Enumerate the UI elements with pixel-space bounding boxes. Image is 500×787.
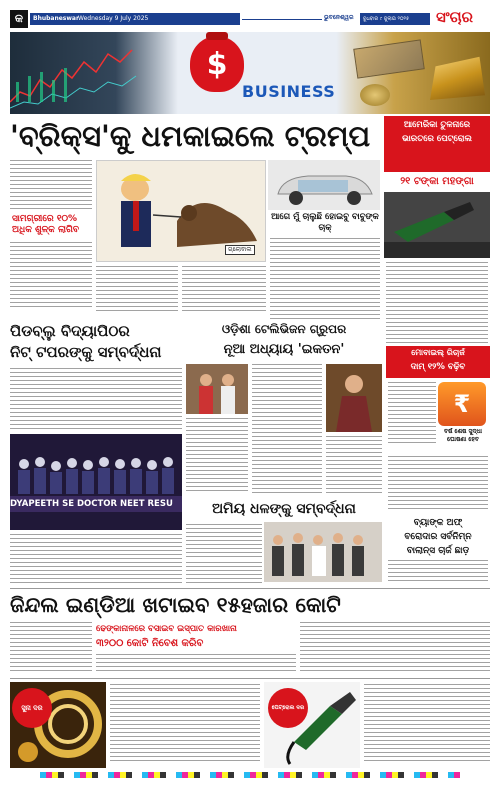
petrol-headline-line3: ୨୧ ଟଙ୍କା ମହଙ୍ଗା xyxy=(400,176,474,187)
bank-story-body xyxy=(388,560,488,584)
header-right-date: ବୁଧବାର ୯ ଜୁଲାଇ ୨୦୨୫ xyxy=(363,16,410,22)
dollar-icon: $ xyxy=(206,47,228,82)
group-drawing xyxy=(264,522,382,582)
jindal-story-col2 xyxy=(96,654,296,674)
main-story-subhead: ସାମଗ୍ରୀରେ ୧୦% ଅଧିକ ଶୁଳ୍କ ଲାଗିବ xyxy=(12,214,79,235)
school-headline-line2: ନିଟ୍ ଟପରଙ୍କୁ ସମ୍ବର୍ଦ୍ଧନା xyxy=(10,343,162,361)
bank-headline-line2: ବରୋଦାର ସର୍ବନିମ୍ନ xyxy=(404,532,472,542)
jindal-story-col1 xyxy=(10,622,92,672)
amiya-story-body-2 xyxy=(186,562,262,584)
recharge-headline-line2: ଦାମ୍ ୧୨% ବଢ଼ିବ xyxy=(410,362,466,372)
newspaper-logo: ସଂଚାର xyxy=(436,8,473,26)
jindal-story-col3 xyxy=(300,622,490,674)
gold-bars-image xyxy=(430,52,485,100)
recharge-headline-box xyxy=(386,346,490,378)
jindal-subhead2: ୩୨୦୦ କୋଟି ନିବେଶ କରିବ xyxy=(96,638,204,649)
petrol-headline-box xyxy=(384,116,490,172)
tv-story-body-2 xyxy=(186,418,248,494)
petrol-price-text xyxy=(364,684,490,764)
bank-headline-line3: ବାଲାନ୍ସ ଚାର୍ଜ ଛାଡ଼ xyxy=(406,546,470,556)
page-label: ଭୁବନେଶ୍ୱର xyxy=(324,14,354,21)
stock-chart-graphic xyxy=(10,32,140,114)
gold-price-label: ସୁନା ଦର xyxy=(12,688,52,728)
bag-tie xyxy=(206,32,228,40)
cartoon-caption: ଗ୍ଲୋବାଲ xyxy=(225,245,255,255)
tv-event-photo-left xyxy=(186,364,248,414)
school-story-footer xyxy=(10,534,182,584)
school-banner-text: DYAPEETH SE DOCTOR NEET RESU xyxy=(10,499,173,509)
car-drawing xyxy=(268,160,380,210)
edition-date: Wednesday 9 July 2025 xyxy=(78,15,149,22)
registration-marks xyxy=(40,772,460,778)
tv-event-photo-right xyxy=(326,364,382,432)
side-story-body xyxy=(270,238,380,320)
trump-cartoon xyxy=(96,160,266,262)
header-center-line xyxy=(242,19,322,20)
coins-image xyxy=(360,84,390,106)
section-divider xyxy=(10,588,490,589)
side-story-headline: ଆଗେ ମୁଁ ଚାଲୁଛି ହୋଇବୁ ବାବୁଙ୍କ ଚାକ୍ xyxy=(271,212,379,233)
jindal-headline: ଜିନ୍ଦଲ ଇଣ୍ଡିଆ ଖଟାଇବ ୧୫ହଜାର କୋଟି xyxy=(10,593,341,617)
main-story-col2-body xyxy=(96,266,178,314)
tv-headline-line1: ଓଡ଼ିଶା ଟେଲିଭିଜନ ଗ୍ରୁପର xyxy=(221,322,347,336)
main-headline: 'ବ୍ରିକ୍ସ'କୁ ଧମକାଇଲେ ଟ୍ରମ୍ପ xyxy=(10,119,371,153)
tv-headline-line2: ନୂଆ ଅଧ୍ୟାୟ 'ଇକତନ' xyxy=(223,342,345,357)
school-headline-line1: ପିଡବ୍ଲୁ ବିଦ୍ୟାପିଠର xyxy=(10,322,130,340)
petrol-price-ad xyxy=(264,682,360,768)
bottom-divider xyxy=(10,678,490,679)
recharge-inset: ବର୍ଷ ଶେଷ ସୁଦ୍ଧା ଘୋଷଣା ହେବ xyxy=(443,428,483,443)
school-story-body xyxy=(10,368,182,432)
fuel-nozzle-drawing xyxy=(384,192,490,258)
petrol-price-label: ପେଟ୍ରୋଲ ଦର xyxy=(268,688,308,728)
amiya-headline: ଅମିୟ ଧଳଙ୍କୁ ସମ୍ବର୍ଦ୍ଧନା xyxy=(212,501,356,517)
rupee-icon: ₹ xyxy=(453,390,471,418)
phone-rupee-icon xyxy=(438,382,486,426)
main-story-col1-text xyxy=(10,160,92,210)
header-left-strip xyxy=(30,13,240,25)
recharge-story-body xyxy=(388,382,436,446)
school-event-photo xyxy=(10,434,182,530)
amiya-story-body xyxy=(186,524,262,560)
tv-story-body xyxy=(252,364,322,494)
petrol-headline-line1: ଆମେରିକା ତୁଳନାରେ xyxy=(403,120,471,130)
main-story-col1-body xyxy=(10,242,92,310)
tv-story-body-3 xyxy=(326,436,382,494)
jindal-subhead1: ଢେଙ୍କାନାଳରେ ବସାଇବ ଇସ୍ପାତ କାରଖାନା xyxy=(96,624,237,634)
header-right-strip xyxy=(360,13,430,25)
money-bag-icon xyxy=(190,36,244,92)
business-banner xyxy=(10,32,490,114)
main-story-col3-body xyxy=(182,266,266,314)
recharge-story-body-2 xyxy=(388,456,488,512)
car-image xyxy=(268,160,380,210)
top-header-bar xyxy=(10,10,490,29)
petrol-story-body xyxy=(386,262,488,344)
petrol-pump-image xyxy=(384,192,490,258)
crowd-drawing xyxy=(10,434,182,530)
people-drawing-1 xyxy=(186,364,248,414)
gold-price-ad xyxy=(10,682,106,768)
gold-price-text xyxy=(110,684,260,764)
bank-headline-line1: ବ୍ୟାଙ୍କ ଅଫ୍ xyxy=(413,518,463,528)
banknotes-image xyxy=(353,39,425,78)
petrol-headline-line2: ଭାରତରେ ପେଟ୍ରୋଲ xyxy=(402,134,472,144)
header-badge: କ xyxy=(10,10,28,28)
section-label: BUSINESS xyxy=(242,82,336,101)
woman-drawing xyxy=(326,364,382,432)
edition-name: Bhubaneswar xyxy=(33,15,79,22)
amiya-group-photo xyxy=(264,522,382,582)
recharge-headline-line1: ମୋବାଇଲ୍ ରିଚାର୍ଜ xyxy=(411,348,465,357)
